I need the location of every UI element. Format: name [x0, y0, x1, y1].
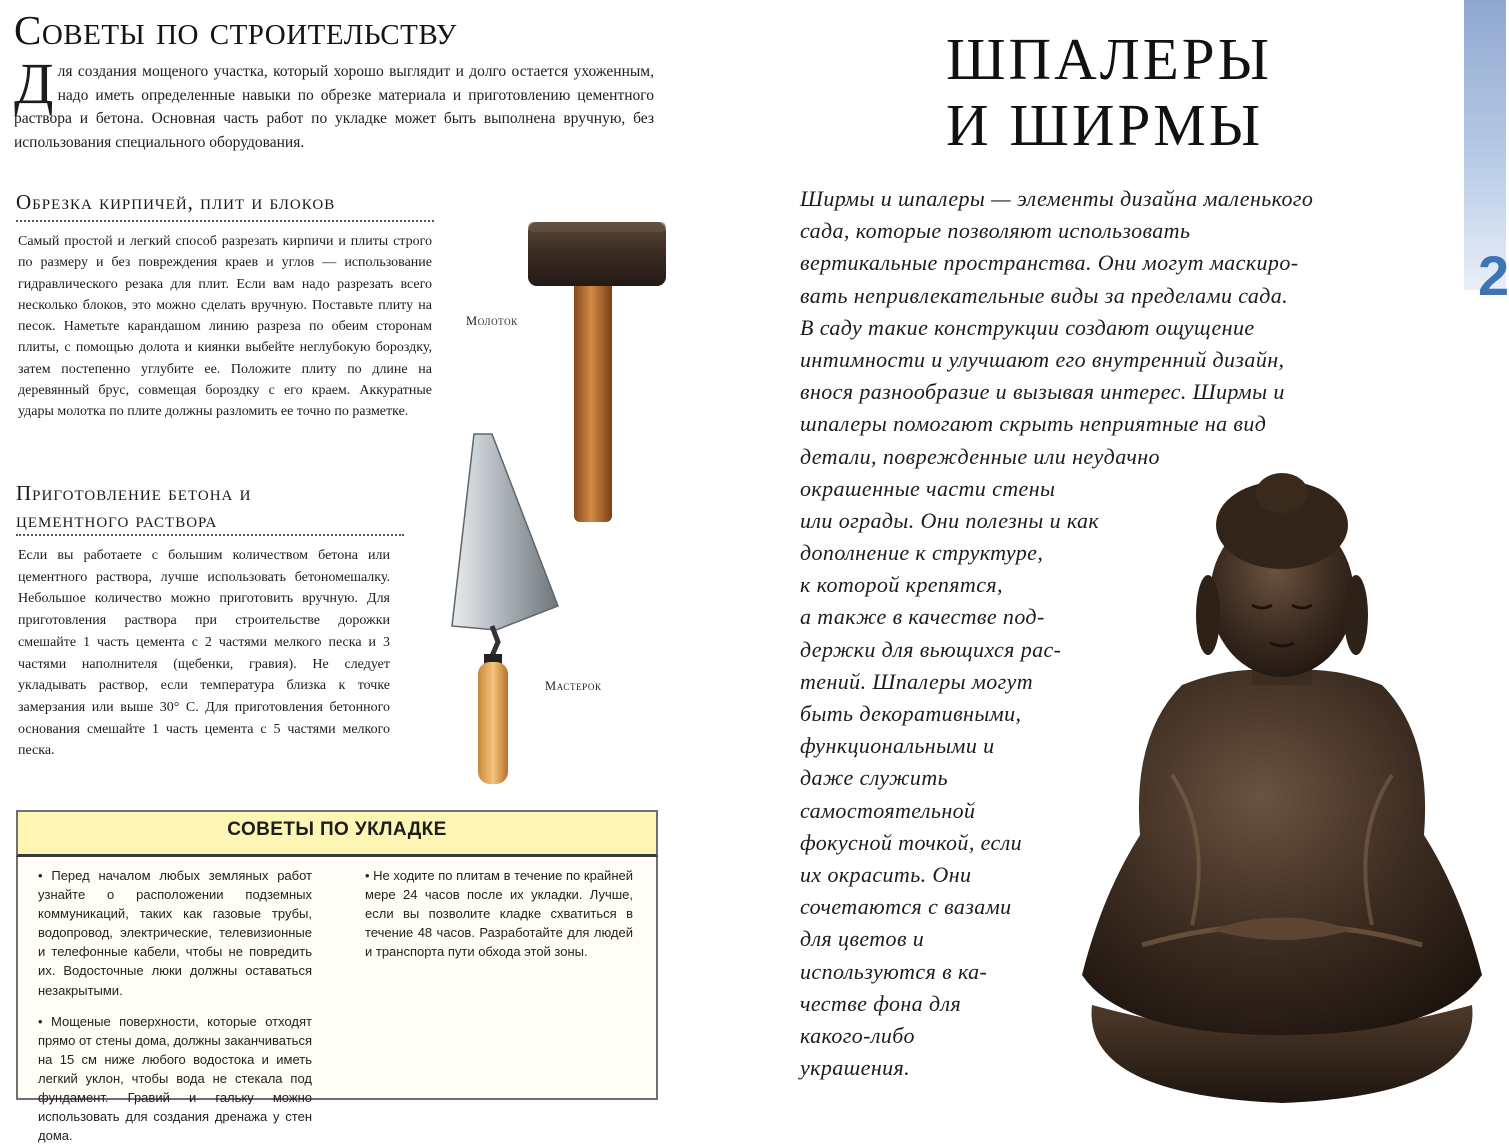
body-line: дополнение к структуре, — [800, 540, 1044, 566]
buddha-statue-image — [1062, 475, 1502, 1115]
body-line: тений. Шпалеры могут — [800, 668, 1034, 694]
body-line: окрашенные части стены — [800, 475, 1056, 501]
body-line: интимности и улучшают его внутренний дизайн, — [800, 346, 1285, 372]
dotted-divider — [16, 534, 404, 536]
trowel-image — [440, 430, 570, 790]
body-line: используются в ка- — [800, 958, 988, 984]
body-line: функциональными и — [800, 733, 995, 759]
trowel-caption: Мастерок — [545, 679, 602, 693]
body-line: или ограды. Они полезны и как — [800, 507, 1100, 533]
page-number: 2 — [1478, 244, 1509, 307]
body-line: внося разнообразие и вызывая интерес. Ширмы и — [800, 379, 1285, 405]
body-line: украшения. — [800, 1055, 911, 1081]
dotted-divider — [16, 220, 434, 222]
body-line: даже служить — [800, 765, 949, 791]
body-line: детали, поврежденные или неудачно — [800, 443, 1160, 469]
body-line: к которой крепятся, — [800, 572, 1003, 598]
body-line: какого-либо — [800, 1022, 915, 1048]
drop-cap: Д — [14, 51, 54, 116]
body-line: держки для вьющихся рас- — [800, 636, 1062, 662]
body-line: самостоятельной — [800, 797, 976, 823]
body-line: для цветов и — [800, 926, 925, 952]
body-line: вать непривлекательные виды за пределами сада. — [800, 282, 1289, 308]
section-heading-cutting: Обрезка кирпичей, плит и блоков — [16, 190, 336, 214]
right-page-title — [946, 26, 1272, 158]
hammer-caption: Молоток — [466, 314, 518, 328]
tip-item: • Не ходите по плитам в течение по крайней мере 24 часов после их укладки. Лучше, если вы позволите кладке схватиться в течение 48 часов. Разработайте для людей и транспорта пути обхода этой зоны. — [365, 868, 633, 960]
tip-item: • Мощеные поверхности, которые отходят прямо от стены дома, должны заканчиваться на 15 см ниже любого водостока и иметь легкий уклон, чтобы вода не стекала под фундамент. Гравий и гальку можно использовать для создания дренажа у стен дома. — [38, 1013, 312, 1144]
body-line: вертикальные пространства. Они могут маскиро- — [800, 250, 1299, 276]
body-line: их окрасить. Они — [800, 861, 972, 887]
body-line: быть декоративными, — [800, 701, 1022, 726]
tips-column-right — [365, 866, 633, 973]
tips-column-left — [38, 866, 312, 1144]
body-line: сочетаются с вазами — [800, 894, 1012, 920]
page-title: Советы по строительству — [14, 7, 457, 53]
body-line: В саду такие конструкции создают ощущение — [800, 314, 1255, 340]
body-line: честве фона для — [800, 990, 962, 1016]
right-title-line: И ШИРМЫ — [946, 92, 1264, 158]
section-body-cutting: Самый простой и легкий способ разрезать кирпичи и плиты строго по размеру и без повреждения краев и углов — использование гидравлического резака для плит. Если вам надо разрезать всего несколько блоков, это можно сделать вручную. Поставьте плиту на песок. Наметьте карандашом линию разреза по обеим сторонам плиты, с помощью долота и киянки выбейте неглубокую бороздку, затем постепенно углубите ее. Положите плиту по длине на деревянный брус, совмещая бороздку с его краем. Аккуратные удары молотка по плите должны разломить ее точно по разметке. — [18, 234, 432, 420]
intro-paragraph — [14, 51, 654, 154]
tips-title: СОВЕТЫ ПО УКЛАДКЕ — [227, 819, 447, 840]
body-line: Ширмы и шпалеры — элементы дизайна маленького — [800, 186, 1314, 211]
section-body-concrete: Если вы работаете с большим количеством бетона или цементного раствора, лучше использовать бетономешалку. Небольшое количество можно приготовить вручную. Для приготовления раствора при строительстве дорожки смешайте 1 часть цемента с 2 частями мелкого песка и 3 частями наполнителя (щебенки, гравия). Не следует укладывать раствор, если температура близка к точке замерзания или выше 30° С. Для приготовления бетонного основания смешайте 1 часть цемента с 5 частями мелкого песка. — [18, 548, 390, 759]
section-heading-line: Приготовление бетона и — [16, 481, 252, 505]
section-heading-concrete — [16, 480, 251, 534]
tip-item: • Перед началом любых земляных работ узнайте о расположении подземных коммуникаций, таких как газовые трубы, водопровод, электрические, телевизионные и телефонные кабели, чтобы не повредить их. Водосточные люки должны оставаться незакрытыми. — [38, 868, 312, 998]
body-line: шпалеры помогают скрыть неприятные на вид — [800, 411, 1267, 437]
intro-text: ля создания мощеного участка, который хорошо выглядит и долго остается ухоженным, надо иметь определенные навыки по обрезке материала и приготовлению цементного раствора и бетона. Основная часть работ по укладке может быть выполнена вручную, без использования специального оборудования. — [14, 63, 654, 151]
body-line: сада, которые позволяют использовать — [800, 218, 1191, 244]
section-heading-line: цементного раствора — [16, 508, 218, 532]
right-title-line: ШПАЛЕРЫ — [946, 26, 1273, 92]
body-line: а также в качестве под- — [800, 604, 1045, 630]
body-line: фокусной точкой, если — [800, 829, 1023, 855]
